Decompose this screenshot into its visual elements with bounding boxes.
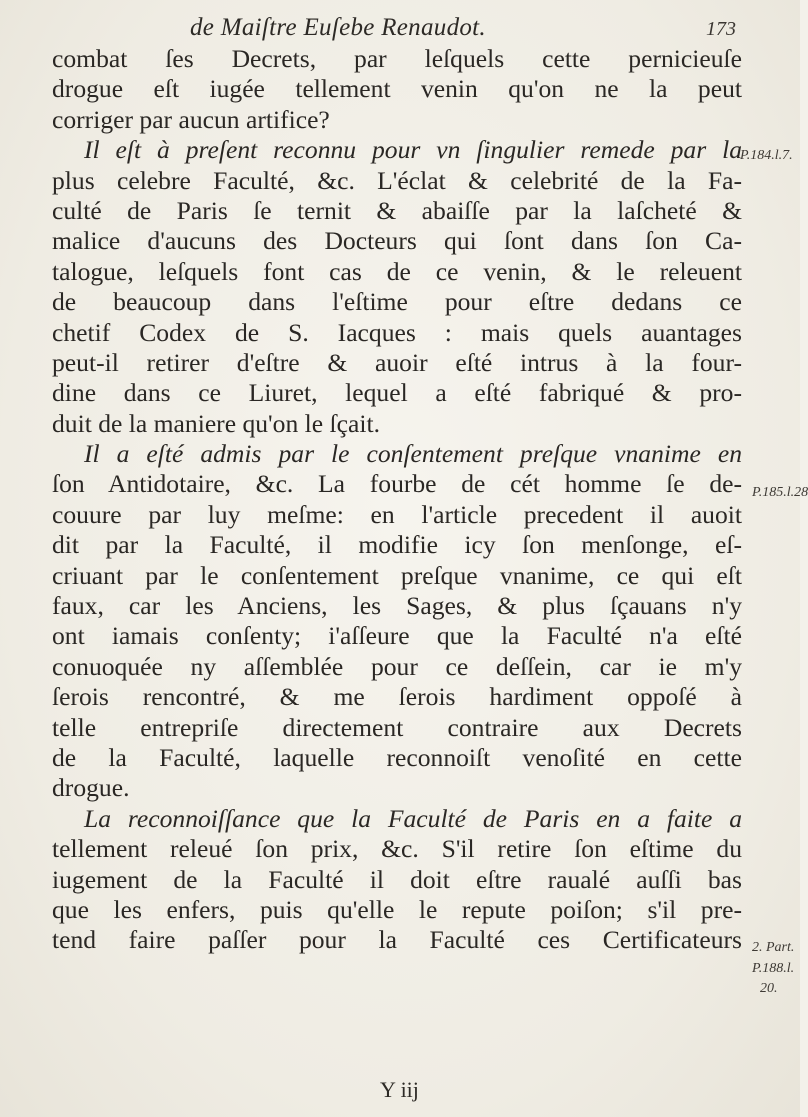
margin-note: 20.: [760, 981, 778, 996]
text-line: ſon Antidotaire, &c. La fourbe de cét homme ſe de-: [52, 469, 742, 499]
text-line: de beaucoup dans l'eſtime pour eſtre dedans ce: [52, 287, 742, 317]
text-line: iugement de la Faculté il doit eſtre raualé auſſi bas: [52, 864, 742, 894]
text-line: ont iamais conſenty; i'aſſeure que la Faculté n'a eſté: [52, 621, 742, 651]
text-line: telle entrepriſe directement contraire aux Decrets: [52, 712, 742, 742]
text-line: drogue eſt iugée tellement venin qu'on ne la peut: [52, 74, 742, 104]
margin-note: P.184.l.7.: [740, 148, 793, 163]
text-line: tend faire paſſer pour la Faculté ces Certificateurs: [52, 925, 742, 955]
text-line: ſerois rencontré, & me ſerois hardiment oppoſé à: [52, 682, 742, 712]
margin-note: 2. Part.: [752, 940, 795, 955]
text-line: conuoquée ny aſſemblée pour ce deſſein, car ie m'y: [52, 651, 742, 681]
text-line: combat ſes Decrets, par leſquels cette pernicieuſe: [52, 44, 742, 73]
margin-note: P.185.l.28: [752, 485, 808, 500]
text-line: dine dans ce Liuret, lequel a eſté fabriqué & pro-: [52, 378, 742, 408]
signature-mark: Y iij: [380, 1077, 419, 1102]
text-line: plus celebre Faculté, &c. L'éclat & celebrité de la Fa-: [52, 165, 742, 195]
text-line: que les enfers, puis qu'elle le repute poiſon; s'il pre-: [52, 894, 742, 924]
body-text: [52, 44, 742, 956]
text-line: culté de Paris ſe ternit & abaiſſe par la laſcheté &: [52, 195, 742, 225]
margin-note: P.188.l.: [752, 961, 795, 976]
text-line: duit de la maniere qu'on le ſçait.: [52, 408, 380, 438]
text-line: corriger par aucun artifice?: [52, 104, 330, 134]
text-line: talogue, leſquels font cas de ce venin, & le releuent: [52, 256, 742, 286]
text-line: criuant par le conſentement preſque vnanime, ce qui eſt: [52, 560, 742, 590]
text-line: peut-il retirer d'eſtre & auoir eſté intrus à la four-: [52, 347, 742, 377]
text-line: malice d'aucuns des Docteurs qui ſont dans ſon Ca-: [52, 226, 742, 256]
page-number: 173: [706, 18, 736, 40]
text-line: chetif Codex de S. Iacques : mais quels auantages: [52, 317, 742, 347]
text-line: couure par luy meſme: en l'article precedent il auoit: [52, 499, 742, 529]
text-line: tellement releué ſon prix, &c. S'il retire ſon eſtime du: [52, 834, 742, 864]
text-line: faux, car les Anciens, les Sages, & plus ſçauans n'y: [52, 591, 742, 621]
text-line: Il eſt à preſent reconnu pour vn ſingulier remede par la: [84, 135, 742, 165]
text-line: La reconnoiſſance que la Faculté de Paris en a faite a: [84, 803, 742, 833]
text-line: dit par la Faculté, il modifie icy ſon menſonge, eſ-: [52, 530, 742, 560]
text-line: drogue.: [52, 773, 130, 803]
text-line: de la Faculté, laquelle reconnoiſt venoſité en cette: [52, 742, 742, 772]
text-line: Il a eſté admis par le conſentement preſque vnanime en: [84, 439, 742, 469]
running-header: de Maiſtre Euſebe Renaudot.: [190, 14, 486, 41]
